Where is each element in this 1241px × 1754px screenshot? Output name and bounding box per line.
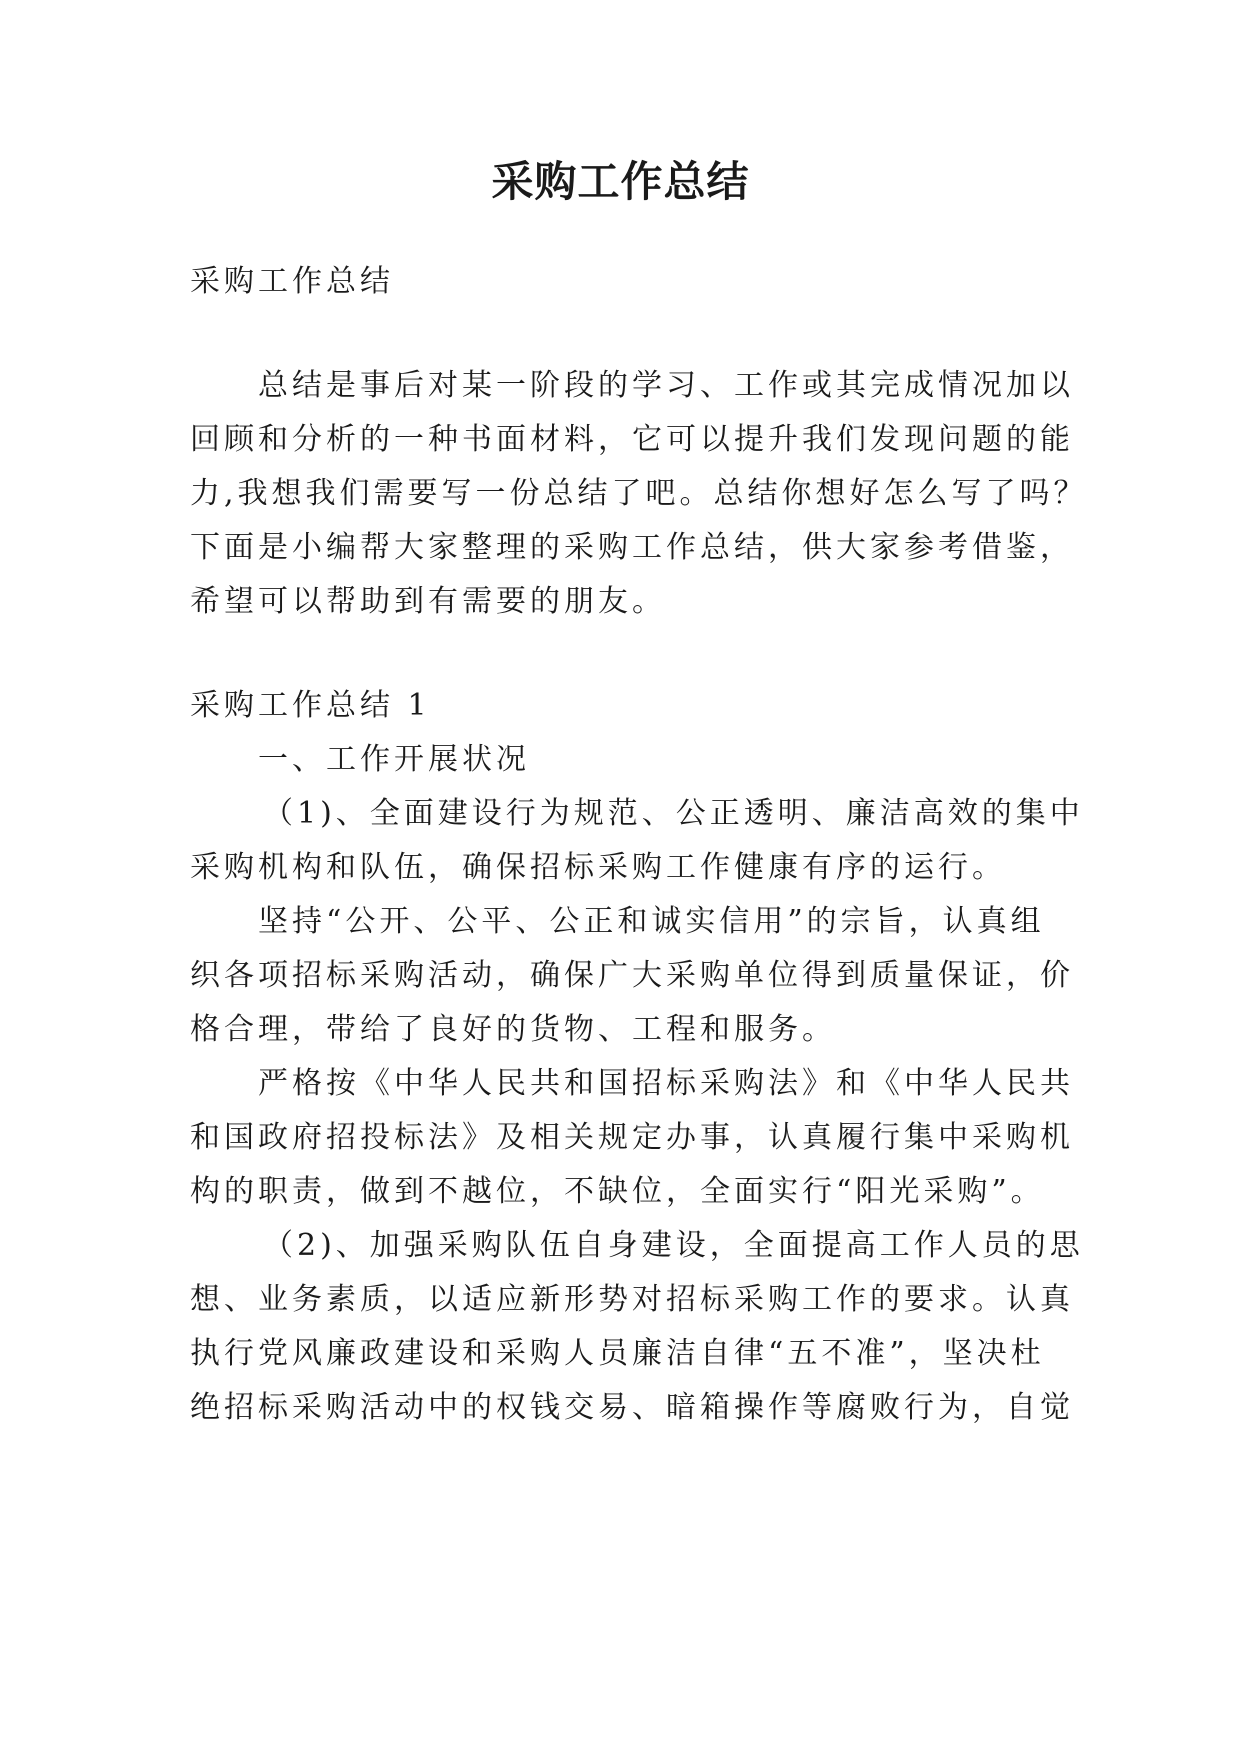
intro-line: 下面是小编帮大家整理的采购工作总结，供大家参考借鉴，: [190, 530, 1074, 565]
body-line: 构的职责，做到不越位，不缺位，全面实行“阳光采购”。: [190, 1174, 1045, 1209]
body-line: 格合理，带给了良好的货物、工程和服务。: [190, 1012, 836, 1047]
body-line: 织各项招标采购活动，确保广大采购单位得到质量保证，价: [190, 958, 1074, 993]
subsection-heading: 一、工作开展状况: [258, 742, 530, 777]
intro-line: 总结是事后对某一阶段的学习、工作或其完成情况加以: [258, 368, 1074, 403]
body-line: 坚持“公开、公平、公正和诚实信用”的宗旨，认真组: [258, 904, 1045, 939]
body-line: 严格按《中华人民共和国招标采购法》和《中华人民共: [258, 1066, 1074, 1101]
intro-line: 力,我想我们需要写一份总结了吧。总结你想好怎么写了吗？: [190, 476, 1088, 511]
section-heading: 采购工作总结 1: [190, 688, 431, 723]
body-line: 采购机构和队伍，确保招标采购工作健康有序的运行。: [190, 850, 1006, 885]
body-line: （1)、全面建设行为规范、公正透明、廉洁高效的集中: [263, 796, 1084, 831]
body-line: 绝招标采购活动中的权钱交易、暗箱操作等腐败行为，自觉: [190, 1390, 1074, 1425]
body-line: 执行党风廉政建设和采购人员廉洁自律“五不准”，坚决杜: [190, 1336, 1045, 1371]
body-line: 想、业务素质，以适应新形势对招标采购工作的要求。认真: [190, 1282, 1074, 1317]
document-title: 采购工作总结: [491, 157, 750, 206]
intro-line: 回顾和分析的一种书面材料，它可以提升我们发现问题的能: [190, 422, 1074, 457]
body-line: 和国政府招投标法》及相关规定办事，认真履行集中采购机: [190, 1120, 1074, 1155]
body-line: （2)、加强采购队伍自身建设，全面提高工作人员的思: [263, 1228, 1084, 1263]
document-subtitle: 采购工作总结: [190, 264, 394, 299]
intro-line: 希望可以帮助到有需要的朋友。: [190, 584, 666, 619]
